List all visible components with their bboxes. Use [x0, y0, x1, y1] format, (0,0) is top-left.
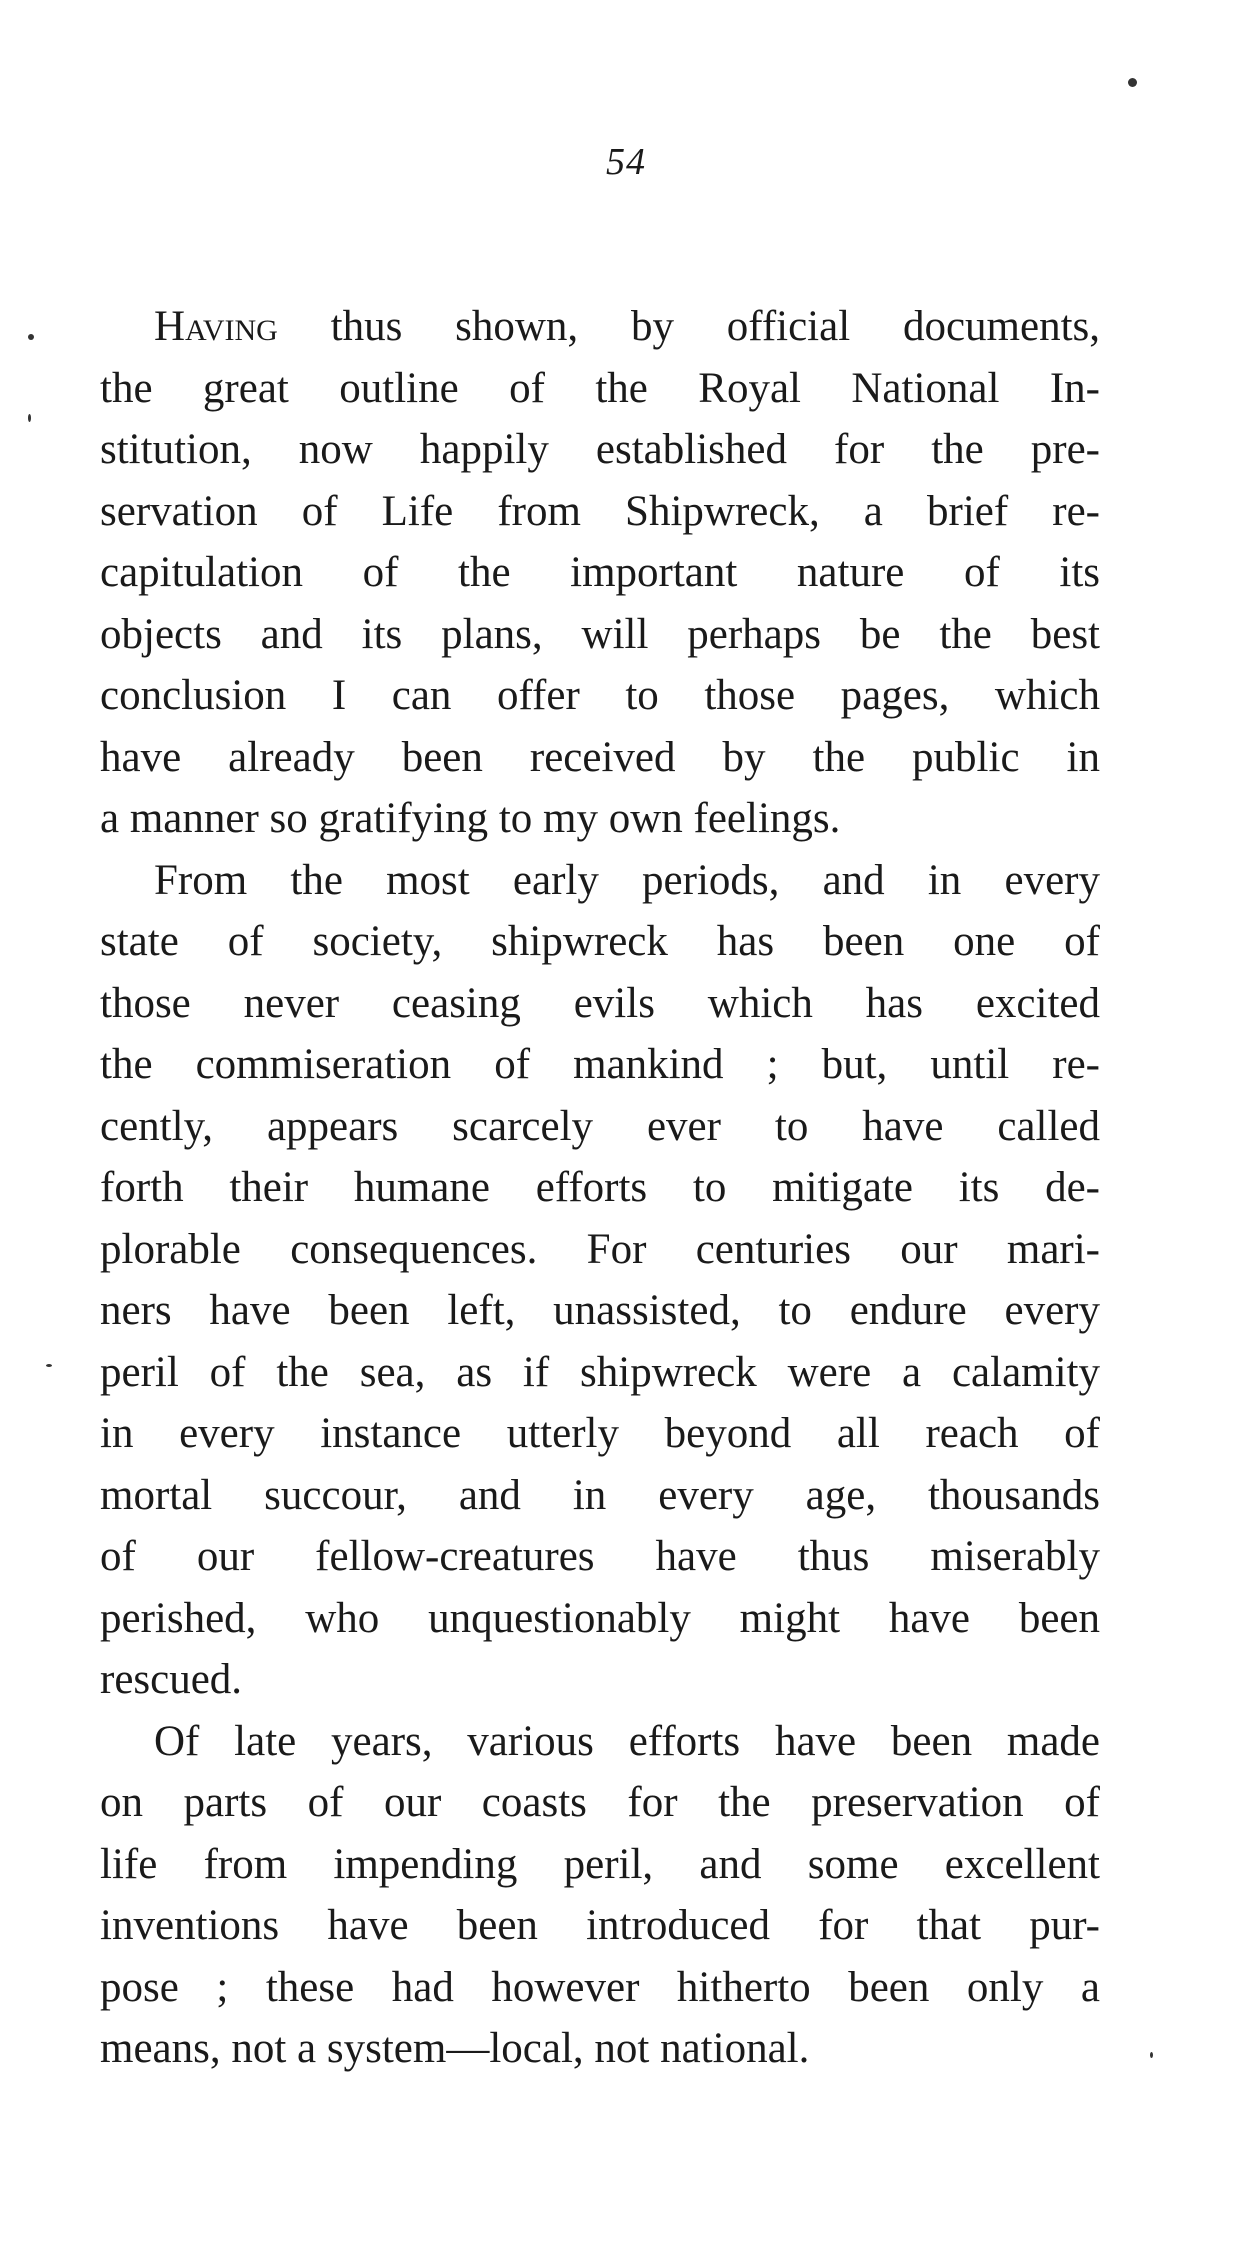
text-line: forth their humane efforts to mitigate its de-: [100, 1164, 1100, 1211]
text-line: [100, 296, 1100, 358]
lead-word: Having: [154, 303, 278, 350]
line-rest: thus shown, by official documents,: [277, 303, 1100, 350]
text-line: state of society, shipwreck has been one of: [100, 918, 1100, 965]
text-line: plorable consequences. For centuries our mari-: [100, 1225, 1100, 1273]
text-line: means, not a system—local, not national.: [100, 2025, 810, 2072]
text-line: servation of Life from Shipwreck, a brief re-: [100, 487, 1100, 535]
text-line: pose ; these had however hitherto been only a: [100, 1963, 1100, 2011]
body-text: [100, 296, 1100, 2080]
paragraph: [100, 1711, 1100, 2080]
text-line: life from impending peril, and some excellent: [100, 1840, 1100, 1888]
text-line: those never ceasing evils which has excited: [100, 979, 1100, 1027]
text-line: peril of the sea, as if shipwreck were a calamity: [100, 1348, 1100, 1396]
text-line: objects and its plans, will perhaps be the best: [100, 610, 1100, 658]
paragraph: [100, 296, 1100, 850]
print-speck: [28, 414, 31, 422]
print-speck: [28, 334, 34, 340]
text-line: Of late years, various efforts have been made: [154, 1717, 1100, 1765]
text-line: the great outline of the Royal National In-: [100, 364, 1100, 412]
paragraph: [100, 850, 1100, 1711]
text-line: a manner so gratifying to my own feelings.: [100, 795, 841, 842]
text-line: From the most early periods, and in every: [154, 856, 1100, 904]
text-line: of our fellow-creatures have thus miserably: [100, 1533, 1100, 1580]
text-line: ners have been left, unassisted, to endure every: [100, 1287, 1100, 1334]
print-speck: [1128, 78, 1137, 87]
print-speck: [46, 1364, 52, 1367]
text-line: the commiseration of mankind ; but, until re-: [100, 1041, 1100, 1088]
text-line: inventions have been introduced for that pur-: [100, 1902, 1100, 1949]
text-line: conclusion I can offer to those pages, which: [100, 672, 1100, 719]
text-line: mortal succour, and in every age, thousands: [100, 1471, 1100, 1519]
text-line: have already been received by the public in: [100, 733, 1100, 781]
text-line: rescued.: [100, 1656, 243, 1703]
print-speck: [1150, 2052, 1153, 2058]
text-line: capitulation of the important nature of its: [100, 549, 1100, 596]
text-line: cently, appears scarcely ever to have called: [100, 1102, 1100, 1150]
text-line: stitution, now happily established for the pre-: [100, 426, 1100, 473]
text-line: on parts of our coasts for the preservation of: [100, 1779, 1100, 1826]
text-line: in every instance utterly beyond all reach of: [100, 1410, 1100, 1457]
text-line: perished, who unquestionably might have been: [100, 1594, 1100, 1642]
page-number: 54: [606, 141, 646, 183]
